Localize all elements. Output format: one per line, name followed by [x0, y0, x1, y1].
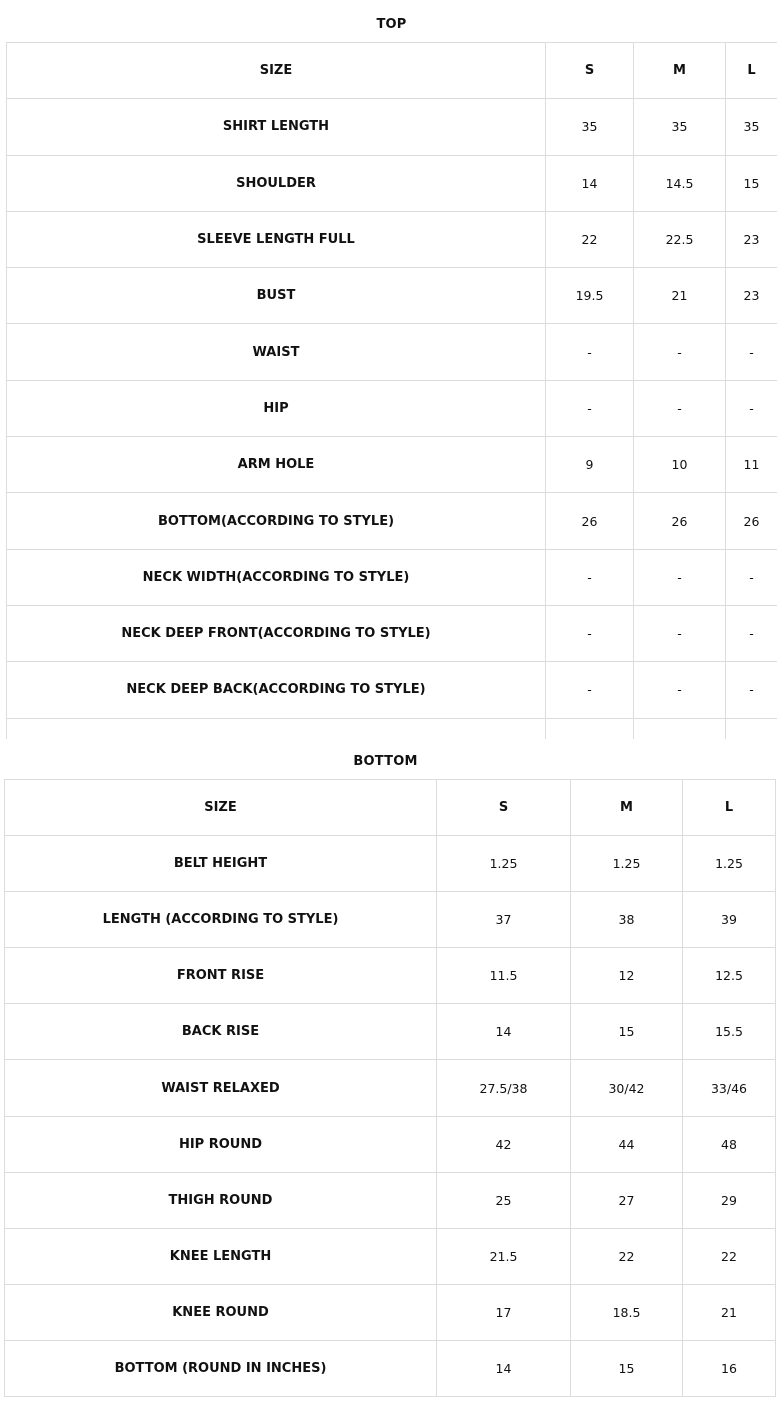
bottom-header-size-s: S	[437, 780, 571, 836]
measurement-label: SHOULDER	[7, 155, 546, 211]
measurement-label: LENGTH (ACCORDING TO STYLE)	[5, 892, 437, 948]
size-value-m: 35	[634, 99, 726, 155]
table-row	[7, 437, 778, 493]
size-value-m: 1.25	[571, 836, 683, 892]
table-row	[7, 268, 778, 324]
size-value-m: 15	[571, 1340, 683, 1396]
size-value-l: 33/46	[683, 1060, 776, 1116]
size-value-l: 21	[683, 1284, 776, 1340]
size-value-m: -	[634, 662, 726, 718]
measurement-label: KNEE ROUND	[5, 1284, 437, 1340]
size-value-s: 37	[437, 892, 571, 948]
measurement-label: WAIST	[7, 324, 546, 380]
size-value-s: 25	[437, 1172, 571, 1228]
table-row	[7, 380, 778, 436]
size-value-l: 15.5	[683, 1004, 776, 1060]
size-value-s: 26	[546, 493, 634, 549]
table-row	[5, 836, 776, 892]
size-value-l: 16	[683, 1340, 776, 1396]
size-value-l: 15	[726, 155, 778, 211]
size-value-s: 35	[546, 99, 634, 155]
measurement-label	[7, 718, 546, 739]
size-value-m: 38	[571, 892, 683, 948]
table-row	[5, 1228, 776, 1284]
table-row	[5, 892, 776, 948]
size-value-s: 27.5/38	[437, 1060, 571, 1116]
size-value-s: 42	[437, 1116, 571, 1172]
top-header-row	[7, 43, 778, 99]
size-value-l: -	[726, 605, 778, 661]
size-value-l: 23	[726, 211, 778, 267]
measurement-label: BOTTOM (ROUND IN INCHES)	[5, 1340, 437, 1396]
size-value-m: -	[634, 549, 726, 605]
size-value-s: -	[546, 549, 634, 605]
measurement-label: NECK WIDTH(ACCORDING TO STYLE)	[7, 549, 546, 605]
measurement-label: FRONT RISE	[5, 948, 437, 1004]
table-row	[7, 549, 778, 605]
table-row	[7, 211, 778, 267]
bottom-section-title: BOTTOM	[353, 754, 418, 769]
table-row	[5, 1340, 776, 1396]
top-section-title: TOP	[376, 17, 407, 32]
table-row	[7, 155, 778, 211]
top-header-size-l: L	[726, 43, 778, 99]
size-value-m: 12	[571, 948, 683, 1004]
size-value-s: 11.5	[437, 948, 571, 1004]
size-value-m: 21	[634, 268, 726, 324]
size-value-l: 48	[683, 1116, 776, 1172]
bottom-header-size-l: L	[683, 780, 776, 836]
measurement-label: NECK DEEP FRONT(ACCORDING TO STYLE)	[7, 605, 546, 661]
size-value-l: -	[726, 324, 778, 380]
top-size-table-container	[6, 42, 777, 739]
size-value-m: 30/42	[571, 1060, 683, 1116]
top-header-measurement: SIZE	[7, 43, 546, 99]
size-value-l: 12.5	[683, 948, 776, 1004]
size-value-l: -	[726, 380, 778, 436]
size-value-l: -	[726, 662, 778, 718]
size-value-m	[634, 718, 726, 739]
size-value-s: 9	[546, 437, 634, 493]
size-value-s: 14	[437, 1340, 571, 1396]
table-row	[7, 718, 778, 739]
size-value-s: -	[546, 605, 634, 661]
measurement-label: BELT HEIGHT	[5, 836, 437, 892]
measurement-label: ARM HOLE	[7, 437, 546, 493]
measurement-label: WAIST RELAXED	[5, 1060, 437, 1116]
size-value-s: 14	[546, 155, 634, 211]
table-row	[7, 662, 778, 718]
table-row	[5, 1284, 776, 1340]
bottom-header-size-m: M	[571, 780, 683, 836]
table-row	[5, 948, 776, 1004]
size-value-s: 1.25	[437, 836, 571, 892]
bottom-header-measurement: SIZE	[5, 780, 437, 836]
size-value-s: -	[546, 380, 634, 436]
table-row	[5, 1060, 776, 1116]
table-row	[7, 493, 778, 549]
measurement-label: NECK DEEP BACK(ACCORDING TO STYLE)	[7, 662, 546, 718]
top-header-size-m: M	[634, 43, 726, 99]
table-row	[5, 1116, 776, 1172]
measurement-label: THIGH ROUND	[5, 1172, 437, 1228]
size-value-l	[726, 718, 778, 739]
size-value-m: 27	[571, 1172, 683, 1228]
size-value-l: 26	[726, 493, 778, 549]
measurement-label: HIP ROUND	[5, 1116, 437, 1172]
size-value-l: 1.25	[683, 836, 776, 892]
size-value-s	[546, 718, 634, 739]
size-value-m: -	[634, 380, 726, 436]
size-value-m: 15	[571, 1004, 683, 1060]
size-value-l: 39	[683, 892, 776, 948]
size-value-l: 29	[683, 1172, 776, 1228]
size-value-m: -	[634, 605, 726, 661]
top-size-table	[6, 42, 777, 739]
size-value-m: 26	[634, 493, 726, 549]
measurement-label: HIP	[7, 380, 546, 436]
measurement-label: SLEEVE LENGTH FULL	[7, 211, 546, 267]
size-value-s: 14	[437, 1004, 571, 1060]
size-value-l: 35	[726, 99, 778, 155]
table-row	[5, 1172, 776, 1228]
size-value-s: -	[546, 662, 634, 718]
size-value-s: 19.5	[546, 268, 634, 324]
size-value-m: 18.5	[571, 1284, 683, 1340]
measurement-label: BOTTOM(ACCORDING TO STYLE)	[7, 493, 546, 549]
size-value-l: -	[726, 549, 778, 605]
size-value-l: 23	[726, 268, 778, 324]
size-value-s: 22	[546, 211, 634, 267]
size-value-l: 11	[726, 437, 778, 493]
size-value-s: 17	[437, 1284, 571, 1340]
size-value-m: -	[634, 324, 726, 380]
table-row	[7, 99, 778, 155]
measurement-label: BUST	[7, 268, 546, 324]
size-value-m: 10	[634, 437, 726, 493]
bottom-size-table	[4, 779, 776, 1397]
bottom-size-table-container	[4, 779, 776, 1398]
table-row	[7, 605, 778, 661]
top-header-size-s: S	[546, 43, 634, 99]
size-value-m: 44	[571, 1116, 683, 1172]
size-value-s: -	[546, 324, 634, 380]
table-row	[5, 1004, 776, 1060]
measurement-label: KNEE LENGTH	[5, 1228, 437, 1284]
size-value-l: 22	[683, 1228, 776, 1284]
size-value-s: 21.5	[437, 1228, 571, 1284]
measurement-label: SHIRT LENGTH	[7, 99, 546, 155]
size-value-m: 14.5	[634, 155, 726, 211]
measurement-label: BACK RISE	[5, 1004, 437, 1060]
bottom-header-row	[5, 780, 776, 836]
table-row	[7, 324, 778, 380]
size-value-m: 22.5	[634, 211, 726, 267]
size-value-m: 22	[571, 1228, 683, 1284]
